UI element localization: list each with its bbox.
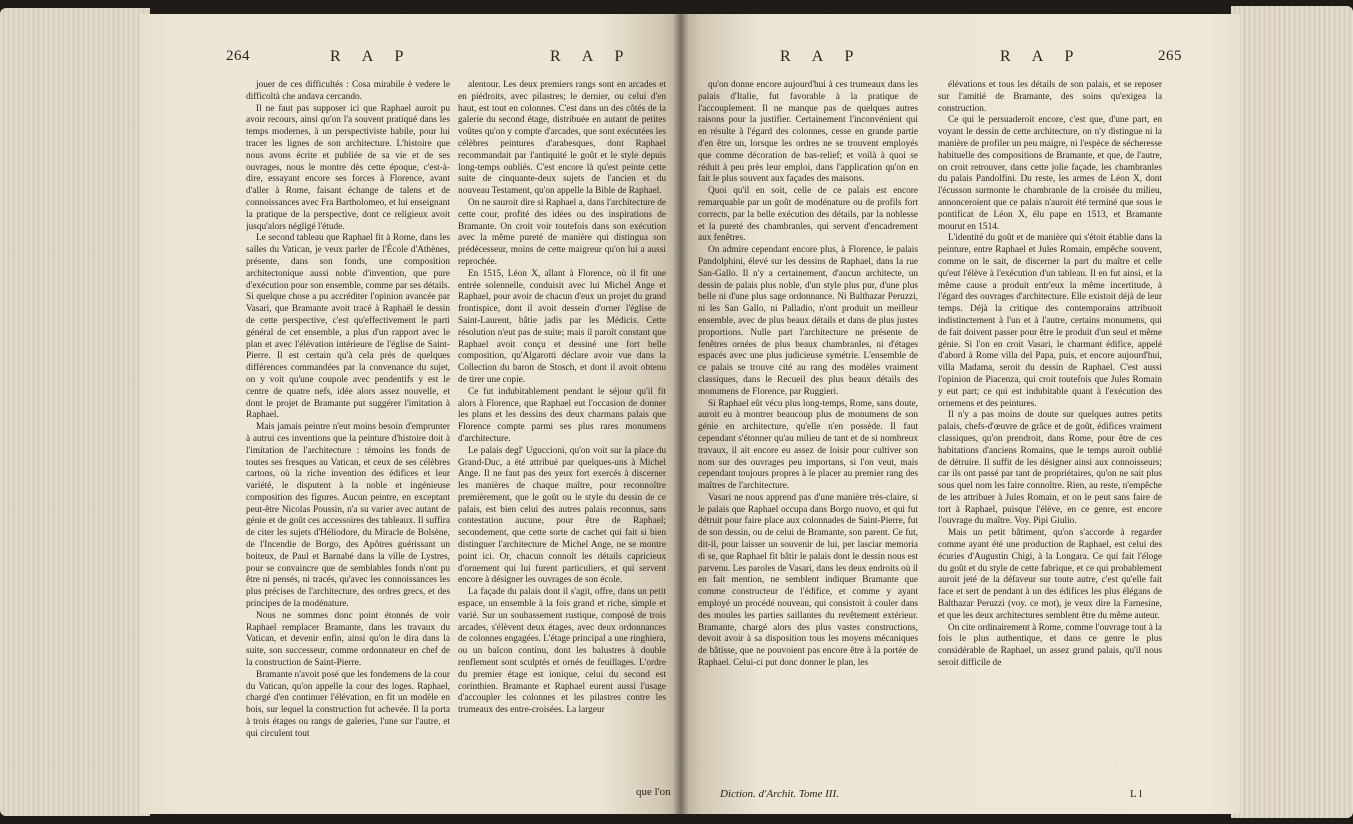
text-column-2 bbox=[938, 80, 1162, 780]
paragraph: La façade du palais dont il s'agit, offre, dans un petit espace, un ensemble à la fois grand et riche, simple et varié. Sur un soubassement rustique, composé de trois arcades, s'élèvent deux étages, avec deux ordonnances de colonnes engagées. L'étage principal a une ringhiera, ou un balcon continu, dont les balustres à double renflement sont sculptés et ornés de feuillages. L'ordre du premier étage est ionique, celui du second est corinthien. Bramante et Raphael eurent aussi l'usage d'accoupler les colonnes et les pilastres contre les trumeaux des entre-croisées. La largeur bbox=[458, 587, 666, 716]
page-edges-right bbox=[1231, 6, 1353, 818]
paragraph: Le second tableau que Raphael fit à Rome, dans les salles du Vatican, je veux parler de l'École d'Athènes, présente, dans son fonds, une composition architectonique aussi noble d'invention, que pure d'exécution pour son ensemble, comme par ses détails. Si quelque chose a pu accréditer l'opinion avancée par Vasari, que Bramante avoit tracé à Raphaël le dessin de cette perspective, c'est qu'effectivement le parti général de cet ensemble, a plus d'un rapport avec le plan et avec l'élévation intérieure de l'église de Saint-Pierre. Il est certain qu'à cela près de quelques différences commandées par la convenance du sujet, on y voit qu'une coupole avec pendentifs y est le centre de quatre nefs, idée alors assez nouvelle, et dont le projet de Bramante put suggérer l'imitation à Raphael. bbox=[246, 233, 450, 421]
paragraph: Ce qui le persuaderoit encore, c'est que, d'une part, en voyant le dessin de cette architecture, on n'y distingue ni la manière de profiler un peu maigre, ni l'espèce de sécheresse habituelle des compositions de Bramante, et que, de l'autre, on croit retrouver, dans cette jolie façade, les chambranles du palais Pandolfini. Du reste, les armes de Léon X, dont l'écusson surmonte le chambranle de la croisée du milieu, annonceroient que ce palais n'auroit été terminé que sous le pontificat de Léon X, élu pape en 1513, et Bramante mourut en 1514. bbox=[938, 115, 1162, 232]
paragraph: Bramante n'avoit posé que les fondemens de la cour du Vatican, qu'on appelle la cour des loges. Raphael, chargé d'en continuer l'élévation, en fit un modèle en bois, sur lequel la construction fut achevée. Il la porta à trois étages ou rangs de galeries, l'une sur l'autre, et qui circulent tout bbox=[246, 669, 450, 739]
paragraph: On admire cependant encore plus, à Florence, le palais Pandolphini, élevé sur les dessins de Raphael, dans la rue San-Gallo. Il n'y a certainement, d'aucun architecte, un dessin de palais plus noble, d'un style plus pur, d'une plus belle ni d'une plus sage ordonnance. Ni Balthazar Peruzzi, ni les San Gallo, ni Palladio, n'ont produit un meilleur ensemble, avec de plus beaux détails et dans de plus justes proportions. Nulle part l'architecture ne présente de fenêtres ornées de plus beaux chambranles, ni d'étages espacés avec une plus judicieuse symétrie. L'ensemble de ce palais se trouve cité au rang des modèles vraiment classiques, dans le Recueil des plus beaux détails des monumens de Florence, par Ruggieri. bbox=[698, 245, 918, 397]
text-column-1 bbox=[698, 80, 918, 780]
catchword: que l'on bbox=[636, 786, 671, 798]
running-head: R A P bbox=[1000, 48, 1083, 65]
paragraph: Quoi qu'il en soit, celle de ce palais est encore remarquable par un goût de modénature ou de profils fort corrects, par la belle exécution des détails, par la noblesse et la pureté des chambranles, qui servent d'encadrement aux fenêtres. bbox=[698, 186, 918, 244]
paragraph: L'identité du goût et de manière qui s'étoit établie dans la peinture, entre Raphael et Jules Romain, empêche souvent, comme on le sait, de discerner la part du maître et celle qu'eut l'élève à l'exécution d'un tableau. Il en fut ainsi, et la même cause a produit entr'eux la même incertitude, à l'égard des ouvrages d'architecture. Elle existoit déjà de leur temps. Déjà la critique des contemporains attribuoit indistinctement à l'un et à l'autre, certains monumens, qui de fait doivent passer pour être le produit d'un seul et même génie. Si l'on en croit Vasari, le charmant édifice, appelé d'abord à Rome villa del Papa, puis, et encore aujourd'hui, villa Madama, seroit du dessin de Raphael. C'est aussi l'opinion de Piacenza, qui croit toutefois que Jules Romain y eut part; ce qui est indubitable quant à l'exécution des ornemens et des peintures. bbox=[938, 233, 1162, 409]
paragraph: En 1515, Léon X, allant à Florence, où il fit une entrée solennelle, conduisit avec lui Michel Ange et Raphael, pour avoir de chacun d'eux un projet du grand frontispice, dont il avoit dessein d'orner l'église de Saint-Laurent, bâtie jadis par les Médicis. Cette résolution n'eut pas de suite; mais il paroît constant que Raphael avoit conçu et dessiné une fort belle composition, qu'Algarotti déclare avoir vue dans la Collection du baron de Stosch, et dont il avoit obtenu de tirer une copie. bbox=[458, 268, 666, 385]
paragraph: Si Raphael eût vécu plus long-temps, Rome, sans doute, auroit eu à montrer beaucoup plus de monumens de son génie en architecture, qu'elle n'en possède. Il faut cependant s'étonner qu'au milieu de tant et de si nombreux travaux, il ait encore eu assez de loisir pour cultiver son nom sur des ouvrages peu importans, si l'on veut, mais cependant toujours propres à le placer au premier rang des maîtres de l'architecture. bbox=[698, 398, 918, 492]
paragraph: Il ne faut pas supposer ici que Raphael auroit pu avoir recours, ainsi qu'on l'a souvent pratiqué dans les temps modernes, à un perspectiviste habile, pour lui tracer les lignes de son architecture. L'histoire que nous avons écrite et publiée de sa vie et de ses ouvrages, nous le montre dès cette époque, c'est-à-dire, essayant encore ses forces à Florence, avant d'aller à Rome, faisant échange de talens et de connoissances avec Fra Bartholomeo, et lui enseignant la pratique de la perspective, dont ce religieux avoit jusqu'alors négligé l'étude. bbox=[246, 103, 450, 232]
paragraph: Il n'y a pas moins de doute sur quelques autres petits palais, chefs-d'œuvre de grâce et de goût, édifices vraiment classiques, qu'on prendroit, dans Rome, pour être de ces habitations d'anciens Romains, que le temps auroit oublié de détruire. Il suffit de les désigner ainsi aux connoisseurs; car ils ont passé par tant de propriétaires, qu'on ne sait plus sous quel nom les faire connoître. Rien, au reste, n'empêche de les attribuer à Jules Romain, et on le peut sans faire de tort à Raphael, puisque l'élève, en ce genre, est encore l'ouvrage du maître. Voy. Pipi Giulio. bbox=[938, 410, 1162, 527]
page-edges-left bbox=[0, 8, 150, 816]
paragraph: Mais jamais peintre n'eut moins besoin d'emprunter à autrui ces inventions que la peinture d'histoire doit à l'imitation de l'architecture : témoins les fonds de toutes ses fresques au Vatican, et ceux de ses célèbres cartons, où la riche invention des édifices et leur variété, le disputent à la noble et ingénieuse composition des figures. Aucun peintre, en exceptant peut-être Nicolas Poussin, n'a su varier avec autant de génie et de goût ces accessoires des tableaux. Il suffira de citer les sujets d'Héliodore, du Miracle de Bolsène, de l'Incendie de Borgo, des Apôtres guérissant un boiteux, de Paul et Barnabé dans la ville de Lystres, pour se convaincre que de semblables fonds n'ont pu être ni pensés, ni tracés, qu'avec les connoissances les plus précises de l'architecture, des ordres grecs, et des principes de la modénature. bbox=[246, 422, 450, 610]
paragraph: Mais un petit bâtiment, qu'on s'accorde à regarder comme ayant été une production de Raphael, est celui des écuries d'Augustin Chigi, à la Longara. Ce qui fait l'éloge du goût et du style de cette fabrique, et ce qui probablement auroit jeté de la défaveur sur toute autre, c'est qu'elle fait face et sert de pendant à un des édifices les plus élégans de Balthazar Peruzzi (voy. ce mot), je veux dire la Farnesine, et que les deux architectures semblent être du même auteur. bbox=[938, 528, 1162, 621]
page-number: 265 bbox=[1158, 48, 1182, 64]
signature-mark: L l bbox=[1130, 788, 1143, 800]
paragraph: élévations et tous les détails de son palais, et se reposer sur l'amitié de Bramante, des soins qu'exigea la construction. bbox=[938, 80, 1162, 114]
book-gutter bbox=[674, 14, 688, 814]
page-number: 264 bbox=[226, 48, 250, 64]
paragraph: On cite ordinairement à Rome, comme l'ouvrage tout à la fois le plus authentique, et dans ce genre le plus considérable de Raphael, un assez grand palais, qu'il nous seroit difficile de bbox=[938, 622, 1162, 669]
right-page bbox=[680, 14, 1240, 814]
paragraph: Le palais degl' Uguccioni, qu'on voit sur la place du Grand-Duc, a été attribué par quelques-uns à Michel Ange. Il ne faut pas des yeux fort exercés à discerner les manières de chaque maître, pour reconnoître premièrement, que le goût ou le style du dessin de ce palais, est bien celui des autres palais reconnus, sans contestation aucune, pour être de Raphael; secondement, que cette sorte de cachet qui fait si bien distinguer l'architecture de Michel Ange, ne se montre point ici. Or, chacun connoît les détails capricieux d'ornement qui lui furent particuliers, et qui servent encore à désigner les ouvrages de son école. bbox=[458, 445, 666, 586]
text-column-1 bbox=[246, 80, 450, 782]
running-head: R A P bbox=[780, 48, 863, 65]
running-head: R A P bbox=[550, 48, 633, 65]
paragraph: qu'on donne encore aujourd'hui à ces trumeaux dans les palais d'Italie, fut favorable à la pratique de l'accouplement. Il ne manque pas de quelques autres raisons pour la justifier. Certainement l'inconvénient qui en résulte à l'égard des colonnes, cesse en grande partie d'en être un, lorsque les ordres ne se trouvent employés que comme décoration de bas-relief; et voilà à quoi se réduit à peu près leur emploi, dans l'application qu'on en fait le plus souvent aux façades des maisons. bbox=[698, 80, 918, 185]
paragraph: Vasari ne nous apprend pas d'une manière très-claire, si le palais que Raphael occupa dans Borgo nuovo, et qui fut détruit pour faire place aux colonnades de Saint-Pierre, fut de son dessin, ou de celui de Bramante, son parent. Ce fut, dit-il, pour laisser un souvenir de lui, per lasciar memoria di se, que Raphael fit bâtir le palais dont le dessin nous est parvenu. Les paroles de Vasari, dans les deux endroits où il en fait mention, ne semblent indiquer Bramante que comme constructeur de l'édifice, et comme y ayant employé un procédé nouveau, qui consistoit à couler dans des moules les parties saillantes du revêtement extérieur. Bramante, chargé alors des plus vastes constructions, devoit avoir à sa disposition tous les moyens mécaniques de bâtisse, que ne pouvoient pas encore être à la portée de Raphael. Celui-ci put donc donner le plan, les bbox=[698, 492, 918, 669]
paragraph: jouer de ces difficultés : Cosa mirabile è vedere le difficoltà che andava cercando. bbox=[246, 80, 450, 102]
paragraph: On ne sauroit dire si Raphael a, dans l'architecture de cette cour, profité des idées ou des inspirations de Bramante. On croit voir toutefois dans son exécution avec la même pureté de manière qui distingua son prédécesseur, moins de cette maigreur qu'on lui a aussi reprochée. bbox=[458, 197, 666, 267]
text-column-2 bbox=[458, 80, 666, 782]
paragraph: alentour. Les deux premiers rangs sont en arcades et en piédroits, avec pilastres; le dernier, ou celui d'en haut, est tout en colonnes. C'est dans un des côtés de la galerie du second étage, distribuée en autant de petites voûtes qu'on y compte d'arcades, que sont exécutées les célèbres peintures d'arabesques, dont Raphael recommandait par l'antiquité le goût et le style depuis long-temps oubliés. C'est encore là qu'est peinte cette suite de cinquante-deux sujets de l'ancien et du nouveau Testament, qu'on appelle la Bible de Raphael. bbox=[458, 80, 666, 197]
running-head: R A P bbox=[330, 48, 413, 65]
paragraph: Ce fut indubitablement pendant le séjour qu'il fit alors à Florence, que Raphael eut l'occasion de donner les plans et les dessins des deux charmans palais que Florence compte parmi ses plus rares monumens d'architecture. bbox=[458, 386, 666, 444]
paragraph: Nous ne sommes donc point étonnés de voir Raphael remplacer Bramante, dans les travaux du Vatican, et devenir enfin, ainsi qu'on le dira dans la suite, son successeur, comme ordonnateur en chef de la construction de Saint-Pierre. bbox=[246, 610, 450, 669]
footer-title: Diction. d'Archit. Tome III. bbox=[720, 788, 839, 800]
left-page bbox=[140, 14, 680, 814]
